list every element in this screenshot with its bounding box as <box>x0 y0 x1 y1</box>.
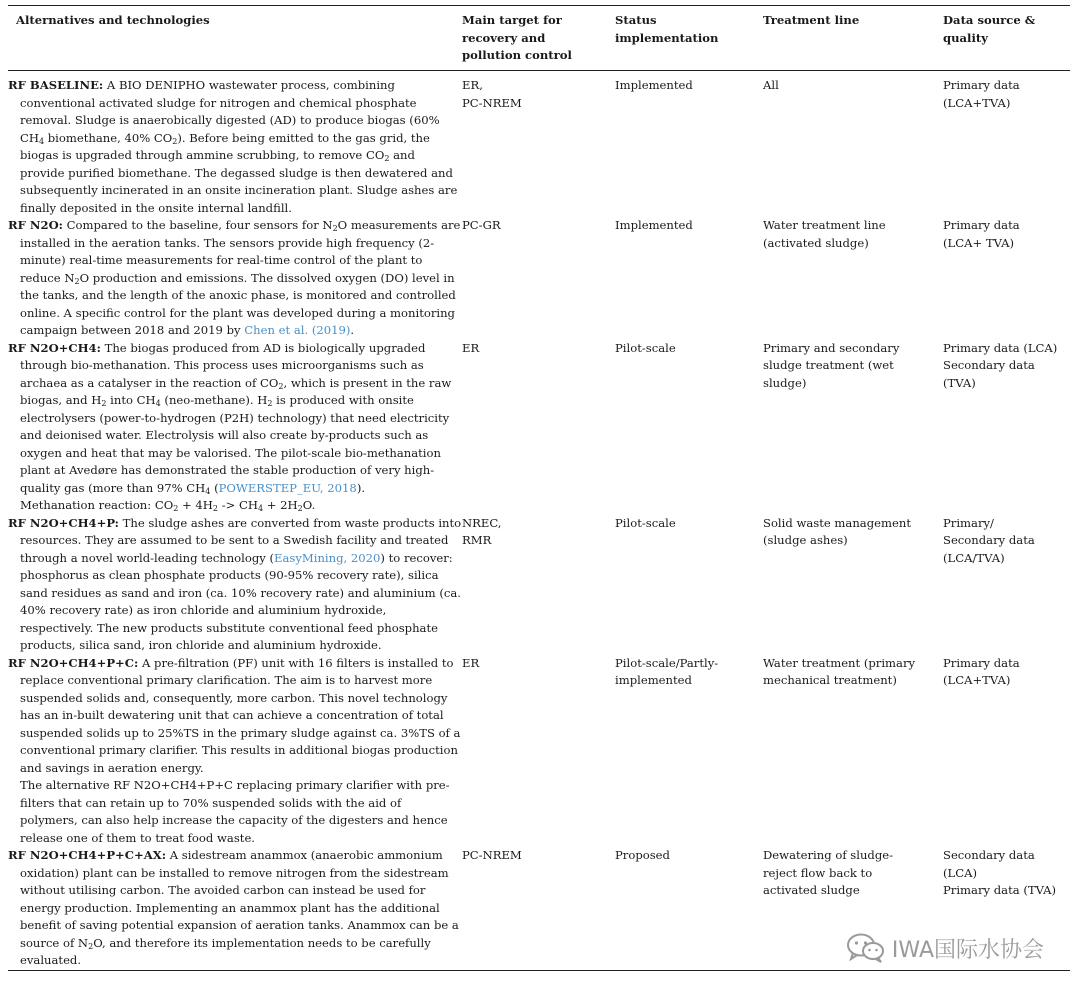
table-row <box>8 77 1070 217</box>
chat-bubbles-icon <box>846 932 886 964</box>
status-cell: Implemented <box>615 218 693 232</box>
table-header-row <box>8 6 1070 70</box>
alternative-label: RF N2O+CH4+P+C: <box>8 655 139 670</box>
treatment-line-cell: Primary and secondary sludge treatment (wet sludge) <box>763 340 900 390</box>
watermark <box>846 932 1044 964</box>
header-treatment-line: Treatment line <box>763 13 860 27</box>
alternative-label: RF N2O+CH4+P+C+AX: <box>8 848 166 862</box>
table-bottom-rule <box>8 970 1070 971</box>
treatment-line-cell: Water treatment line (activated sludge) <box>763 218 886 250</box>
data-source-cell: Primary/ Secondary data (LCA/TVA) <box>943 515 1035 565</box>
treatment-line-cell: Dewatering of sludge- reject flow back to activated sludge <box>763 848 894 897</box>
alternative-description <box>8 847 462 970</box>
alternative-label: RF BASELINE: <box>8 78 104 92</box>
treatment-line-cell: Water treatment (primary mechanical treatment) <box>763 655 916 687</box>
alternatives-table <box>8 5 1070 971</box>
alternative-description <box>8 217 462 340</box>
alternative-description <box>8 77 462 217</box>
table-row <box>8 655 1070 848</box>
alternative-text: A BIO DENIPHO wastewater process, combining conventional activated sludge for nitrogen and chemical phosphate removal. Sludge is anaerobically digested (AD) to produce biogas (60% $CH_4$ biomethane, 40% $CO_2$). Before being emitted to the gas grid, the biogas is upgraded through ammine scrubbing, to remove $CO_2$ and provide purified biomethane. The degassed sludge is then dewatered and subsequently incinerated in an onsite incineration plant. Sludge ashes are finally deposited in the onsite internal landfill. <box>20 78 458 215</box>
alternative-label: RF N2O+CH4: <box>8 340 101 355</box>
table-body <box>8 71 1070 970</box>
header-alternatives: Alternatives and technologies <box>16 13 210 27</box>
main-target-cell: PC-NREM <box>462 848 522 862</box>
table-row <box>8 515 1070 655</box>
alternative-description <box>8 655 462 848</box>
alternative-text: The sludge ashes are converted from waste products into resources. They are assumed to be sent to a Swedish facility and treated through a novel world-leading technology (EasyMining, 2020) to recover: phosphorus as clean phosphate products (90-95% recovery rate), silica sand residues as sand and iron (ca. 10% recovery rate) and aluminium (ca. 40% recovery rate) as iron chloride and aluminium hydroxide, respectively. The new products substitute conventional feed phosphate products, silica sand, iron chloride and aluminium hydroxide. <box>20 515 462 652</box>
table-row <box>8 217 1070 340</box>
treatment-line-cell: All <box>763 78 779 92</box>
alternative-text: A sidestream anammox (anaerobic ammonium oxidation) plant can be installed to remove nitrogen from the sidestream without utilising carbon. The avoided carbon can instead be used for energy production. Implementing an anammox plant has the additional benefit of saving potential expansion of aeration tanks. Anammox can be a source of $N_2O$, and therefore its implementation needs to be carefully evaluated. <box>20 848 459 967</box>
data-source-cell: Primary data (LCA) Secondary data (TVA) <box>943 340 1058 390</box>
main-target-cell: ER <box>462 655 480 670</box>
status-cell: Pilot-scale <box>615 340 676 355</box>
watermark-text: IWA国际水协会 <box>891 937 1044 963</box>
main-target-cell: NREC, RMR <box>462 515 502 547</box>
alternative-description <box>8 515 462 655</box>
status-cell: Pilot-scale <box>615 515 676 530</box>
main-target-cell: PC-GR <box>462 218 501 232</box>
data-source-cell: Primary data (LCA+TVA) <box>943 655 1020 687</box>
status-cell: Pilot-scale/Partly- implemented <box>615 655 719 687</box>
status-cell: Implemented <box>615 78 693 92</box>
main-target-cell: ER, PC-NREM <box>462 78 522 110</box>
data-source-cell: Primary data (LCA+TVA) <box>943 78 1020 110</box>
alternative-description <box>8 340 462 515</box>
table-row <box>8 340 1070 515</box>
alternative-label: RF N2O+CH4+P: <box>8 515 119 530</box>
header-main-target: Main target for recovery and pollution control <box>462 13 572 62</box>
header-data-source: Data source & quality <box>943 13 1036 45</box>
header-status: Status implementation <box>615 13 719 45</box>
alternative-text: A pre-filtration (PF) unit with 16 filters is installed to replace conventional primary clarification. The aim is to harvest more suspended solids and, consequently, more carbon. This novel technology has an in-built dewatering unit that can achieve a concentration of total suspended solids up to 25%TS in the primary sludge against ca. 3%TS of a conventional primary clarifier. This results in additional biogas production and savings in aeration energy. The alternative RF N2O+CH4+P+C replacing primary clarifier with pre-filters that can retain up to 70% suspended solids with the aid of polymers, can also help increase the capacity of the digesters and hence release one of them to treat food waste. <box>20 655 461 845</box>
status-cell: Proposed <box>615 848 670 862</box>
alternative-label: RF N2O: <box>8 218 63 232</box>
treatment-line-cell: Solid waste management (sludge ashes) <box>763 515 911 547</box>
main-target-cell: ER <box>462 340 480 355</box>
alternative-text: The biogas produced from AD is biologically upgraded through bio-methanation. This process uses microorganisms such as archaea as a catalyser in the reaction of $CO_2$, which is present in the raw biogas, and $H_2$ into $CH_4$ (neo-methane). $H_2$ is produced with onsite electrolysers (power-to-hydrogen (P2H) technology) that need electricity and deionised water. Electrolysis will also create by-products such as oxygen and heat that may be valorised. The pilot-scale bio-methanation plant at Avedøre has demonstrated the stable production of very high-quality gas (more than 97% $CH_4$ (POWERSTEP_EU, 2018). Methanation reaction: $CO_2 + 4H_2 -> CH_4 + 2H_2O$. <box>20 340 452 513</box>
data-source-cell: Secondary data (LCA) Primary data (TVA) <box>943 848 1057 897</box>
data-source-cell: Primary data (LCA+ TVA) <box>943 218 1020 250</box>
alternative-text: Compared to the baseline, four sensors for $N_2O$ measurements are installed in the aeration tanks. The sensors provide high frequency (2-minute) real-time measurements for real-time control of the plant to reduce $N_2O$ production and emissions. The dissolved oxygen (DO) level in the tanks, and the length of the anoxic phase, is monitored and controlled online. A specific control for the plant was developed during a monitoring campaign between 2018 and 2019 by Chen et al. (2019). <box>20 218 461 337</box>
